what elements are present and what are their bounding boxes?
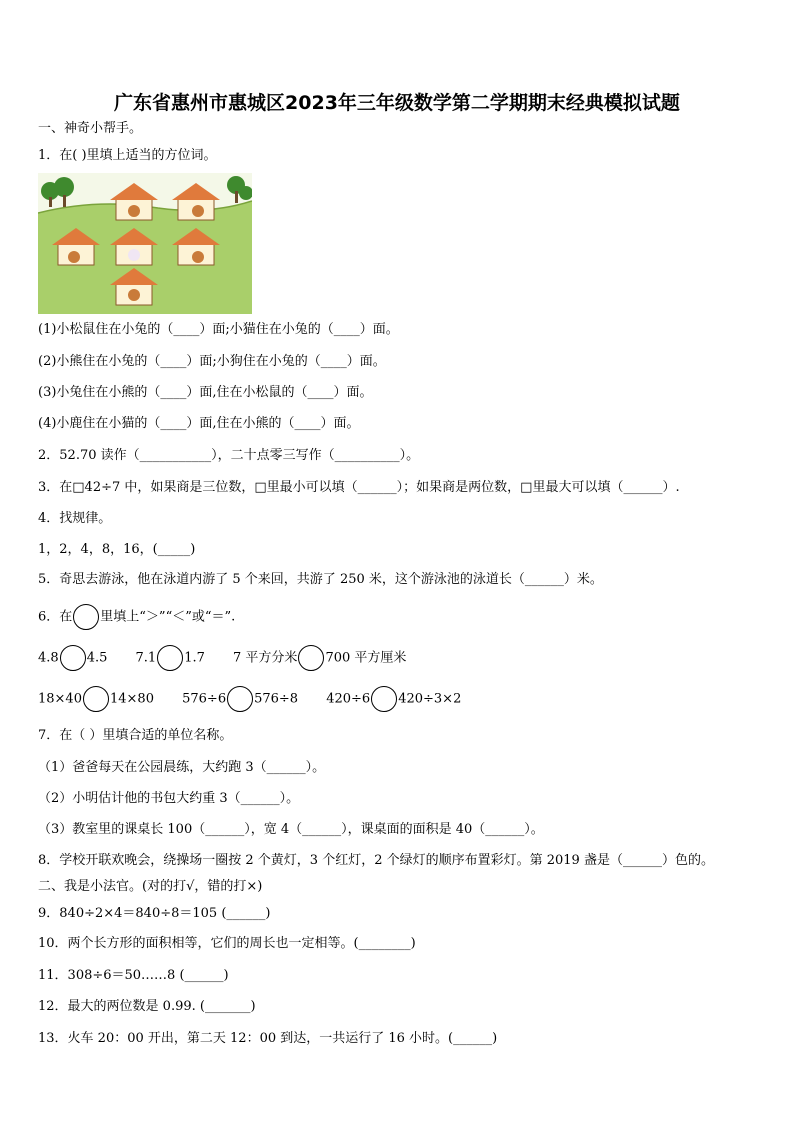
compare-circle[interactable] [371,686,397,712]
compare-circle[interactable] [83,686,109,712]
question-8: 8．学校开联欢晚会，绕操场一圈按 2 个黄灯，3 个红灯，2 个绿灯的顺序布置彩灯。第 2019 盏是（______）色的。 [38,853,714,868]
compare-right: 1.7 [184,650,205,666]
houses-illustration [38,173,252,314]
question-12: 12．最大的两位数是 0.99. (_______) [38,999,256,1014]
question-1-3: (3)小兔住在小熊的（____）面,住在小松鼠的（____）面。 [38,385,373,400]
compare-left: 576÷6 [182,691,227,707]
question-3: 3．在□42÷7 中，如果商是三位数，□里最小可以填（______）；如果商是两位数，□里最大可以填（______）. [38,480,680,495]
compare-right: 420÷3×2 [398,691,462,707]
question-7-3: （3）教室里的课桌长 100（______），宽 4（______），课桌面的面积是 40（______）。 [38,822,544,837]
question-4-sequence: 1，2，4，8，16，(_____) [38,542,196,557]
compare-circle[interactable] [298,645,324,671]
page-title: 广东省惠州市惠城区2023年三年级数学第二学期期末经典模拟试题 [114,92,680,114]
compare-left: 7.1 [135,650,157,666]
question-7-1: （1）爸爸每天在公园晨练，大约跑 3（______）。 [38,760,326,775]
question-7-2: （2）小明估计他的书包大约重 3（______）。 [38,791,300,806]
compare-left: 420÷6 [326,691,371,707]
compare-circle[interactable] [157,645,183,671]
question-9: 9．840÷2×4＝840÷8＝105 (______) [38,906,271,921]
section-heading: 二、我是小法官。(对的打√，错的打×) [38,879,263,894]
question-6-suffix: 里填上“＞”“＜”或“＝”. [100,609,236,625]
compare-left: 18×40 [38,691,82,707]
question-13: 13．火车 20：00 开出，第二天 12：00 到达，一共运行了 16 小时。(______) [38,1031,498,1046]
question-4: 4．找规律。 [38,511,112,526]
compare-circle[interactable] [227,686,253,712]
compare-row-2 [38,686,461,713]
question-1-4: (4)小鹿住在小猫的（____）面,住在小熊的（____）面。 [38,416,360,431]
question-10: 10．两个长方形的面积相等，它们的周长也一定相等。(________) [38,936,416,951]
question-5: 5．奇思去游泳，他在泳道内游了 5 个来回，共游了 250 米，这个游泳池的泳道长（______）米。 [38,572,603,587]
question-11: 11．308÷6＝50……8 (______) [38,968,229,983]
compare-right: 4.5 [86,650,108,666]
question-1-2: (2)小熊住在小兔的（____）面;小狗住在小兔的（____）面。 [38,354,386,369]
compare-right: 14×80 [109,691,154,707]
compare-row-1 [38,645,406,672]
compare-left: 4.8 [38,650,59,666]
compare-right: 700 平方厘米 [325,650,407,666]
section-heading: 一、神奇小帮手。 [38,121,143,136]
question-6 [38,604,235,631]
question-6-prefix: 6．在 [38,609,73,625]
question-2: 2．52.70 读作（___________），二十点零三写作（__________）。 [38,448,420,463]
compare-right: 576÷8 [254,691,299,707]
question-7: 7．在（ ）里填合适的单位名称。 [38,728,233,743]
question-1: 1．在( )里填上适当的方位词。 [38,148,217,163]
compare-circle[interactable] [73,604,99,630]
compare-left: 7 平方分米 [233,650,298,666]
question-1-1: (1)小松鼠住在小兔的（____）面;小猫住在小兔的（____）面。 [38,322,399,337]
compare-circle[interactable] [60,645,86,671]
